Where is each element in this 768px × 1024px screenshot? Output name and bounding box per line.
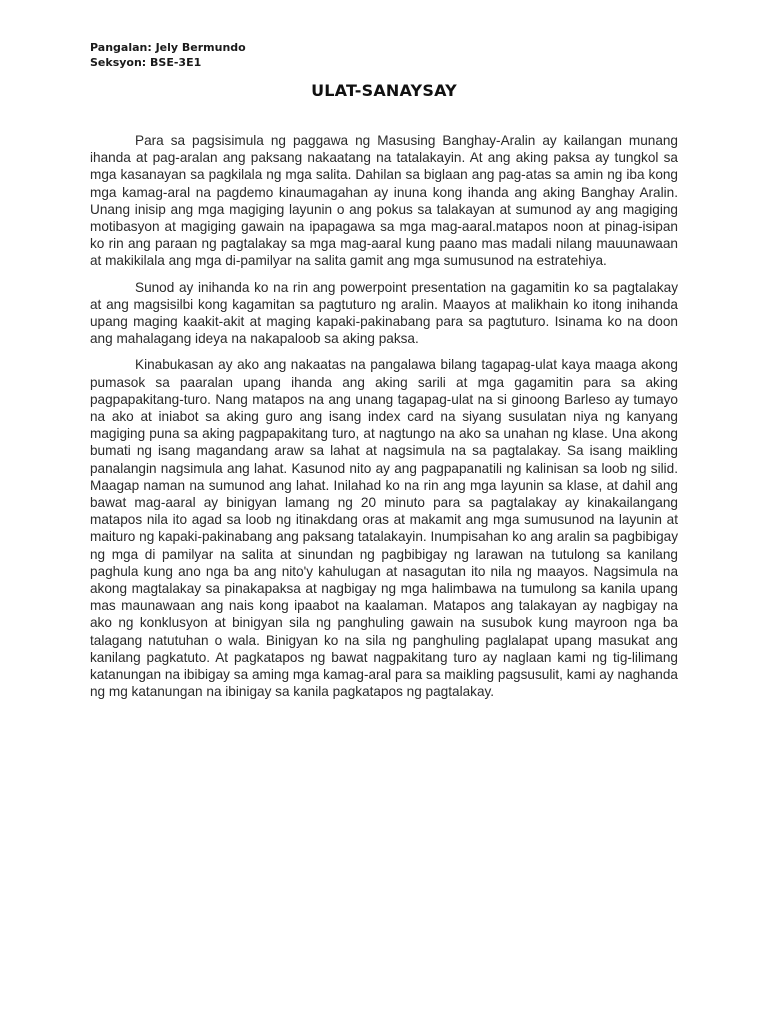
document-title: ULAT-SANAYSAY [311, 81, 457, 100]
essay-body [90, 132, 678, 710]
student-name: Pangalan: Jely Bermundo [90, 41, 246, 54]
paragraph-3: Kinabukasan ay ako ang nakaatas na pangalawa bilang tagapag-ulat kaya maaga akong pumasok sa paaralan upang ihanda ang aking sarili at mga gagamitin para sa aking pagpapakitang-turo. Nang matapos na ang unang tagapag-ulat na si ginoong Barleso ay tumayo na ako at iniabot sa aking guro ang isang index card na siyang susulatan niya ng kanyang magiging puna sa aking pagpapakitang turo, at nagtungo na ako sa unahan ng klase. Una akong bumati ng isang magandang araw sa lahat at nagsimula na sa pagtalakay. Sa isang maikling panalangin nagsimula ang lahat. Kasunod nito ay ang pagpapanatili ng kalinisan sa loob ng silid. Maagap naman na sumunod ang lahat. Inilahad ko na rin ang mga layunin sa klase, at dahil ang bawat mag-aaral ay binigyan lamang ng 20 minuto para sa pagtalakay ay kinakailangang matapos nila ito agad sa loob ng itinakdang oras at makamit ang mga sumusunod na layunin at maituro ng kapaki-pakinabang ang paksang tatalakayin. Inumpisahan ko ang aralin sa pagbibigay ng mga di pamilyar na salita at sinundan ng pagbibigay ng larawan na tutulong sa kanilang paghula kung ano nga ba ang nito'y kahulugan at nasagutan ito nila ng maayos. Nagsimula na akong magtalakay sa pinakapaksa at nagbigay ng mga halimbawa na tumulong sa kanila upang mas maunawaan ang nais kong ipaabot na kaalaman. Matapos ang talakayan ay nagbigay na ako ng konklusyon at binigyan sila ng panghuling gawain na susubok kung mayroon nga ba talagang natutuhan o wala. Binigyan ko na sila ng panghuling paglalapat upang masukat ang kanilang pagkatuto. At pagkatapos ng bawat nagpakitang turo ay naglaan kami ng tig-lilimang katanungan na ibibigay sa aming mga kamag-aral para sa maikling pagsusulit, kami ay naghanda ng mg katanungan na ibinigay sa kanila pagkatapos ng pagtalakay. [90, 357, 678, 700]
document-header [90, 40, 246, 70]
paragraph-1: Para sa pagsisimula ng paggawa ng Masusing Banghay-Aralin ay kailangan munang ihanda at pag-aralan ang paksang nakaatang na tatalakayin. At ang aking paksa ay tungkol sa mga kasanayan sa pagkilala ng mga salita. Dahilan sa biglaan ang pag-atas sa amin ng iba kong mga kamag-aral na pagdemo kinaumagahan ay inuna kong ihanda ang aking Banghay Aralin. Unang inisip ang mga magiging layunin o ang pokus sa talakayan at sumunod ay ang magiging motibasyon at magiging gawain na ipapagawa sa mga mag-aaral.matapos noon at pinag-isipan ko rin ang paraan ng pagtalakay sa mga mag-aaral kung paano mas madali nilang mauunawaan at makikilala ang mga di-pamilyar na salita gamit ang mga sumusunod na estratehiya. [90, 133, 678, 269]
student-section: Seksyon: BSE-3E1 [90, 56, 202, 69]
paragraph-2: Sunod ay inihanda ko na rin ang powerpoint presentation na gagamitin ko sa pagtalakay at ang magsisilbi kong kagamitan sa pagtuturo ng aralin. Maayos at malikhain ko itong inihanda upang maging kaakit-akit at maging kapaki-pakinabang para sa pagtuturo. Isinama ko na doon ang mahalagang ideya na nakapaloob sa aking paksa. [90, 279, 678, 347]
